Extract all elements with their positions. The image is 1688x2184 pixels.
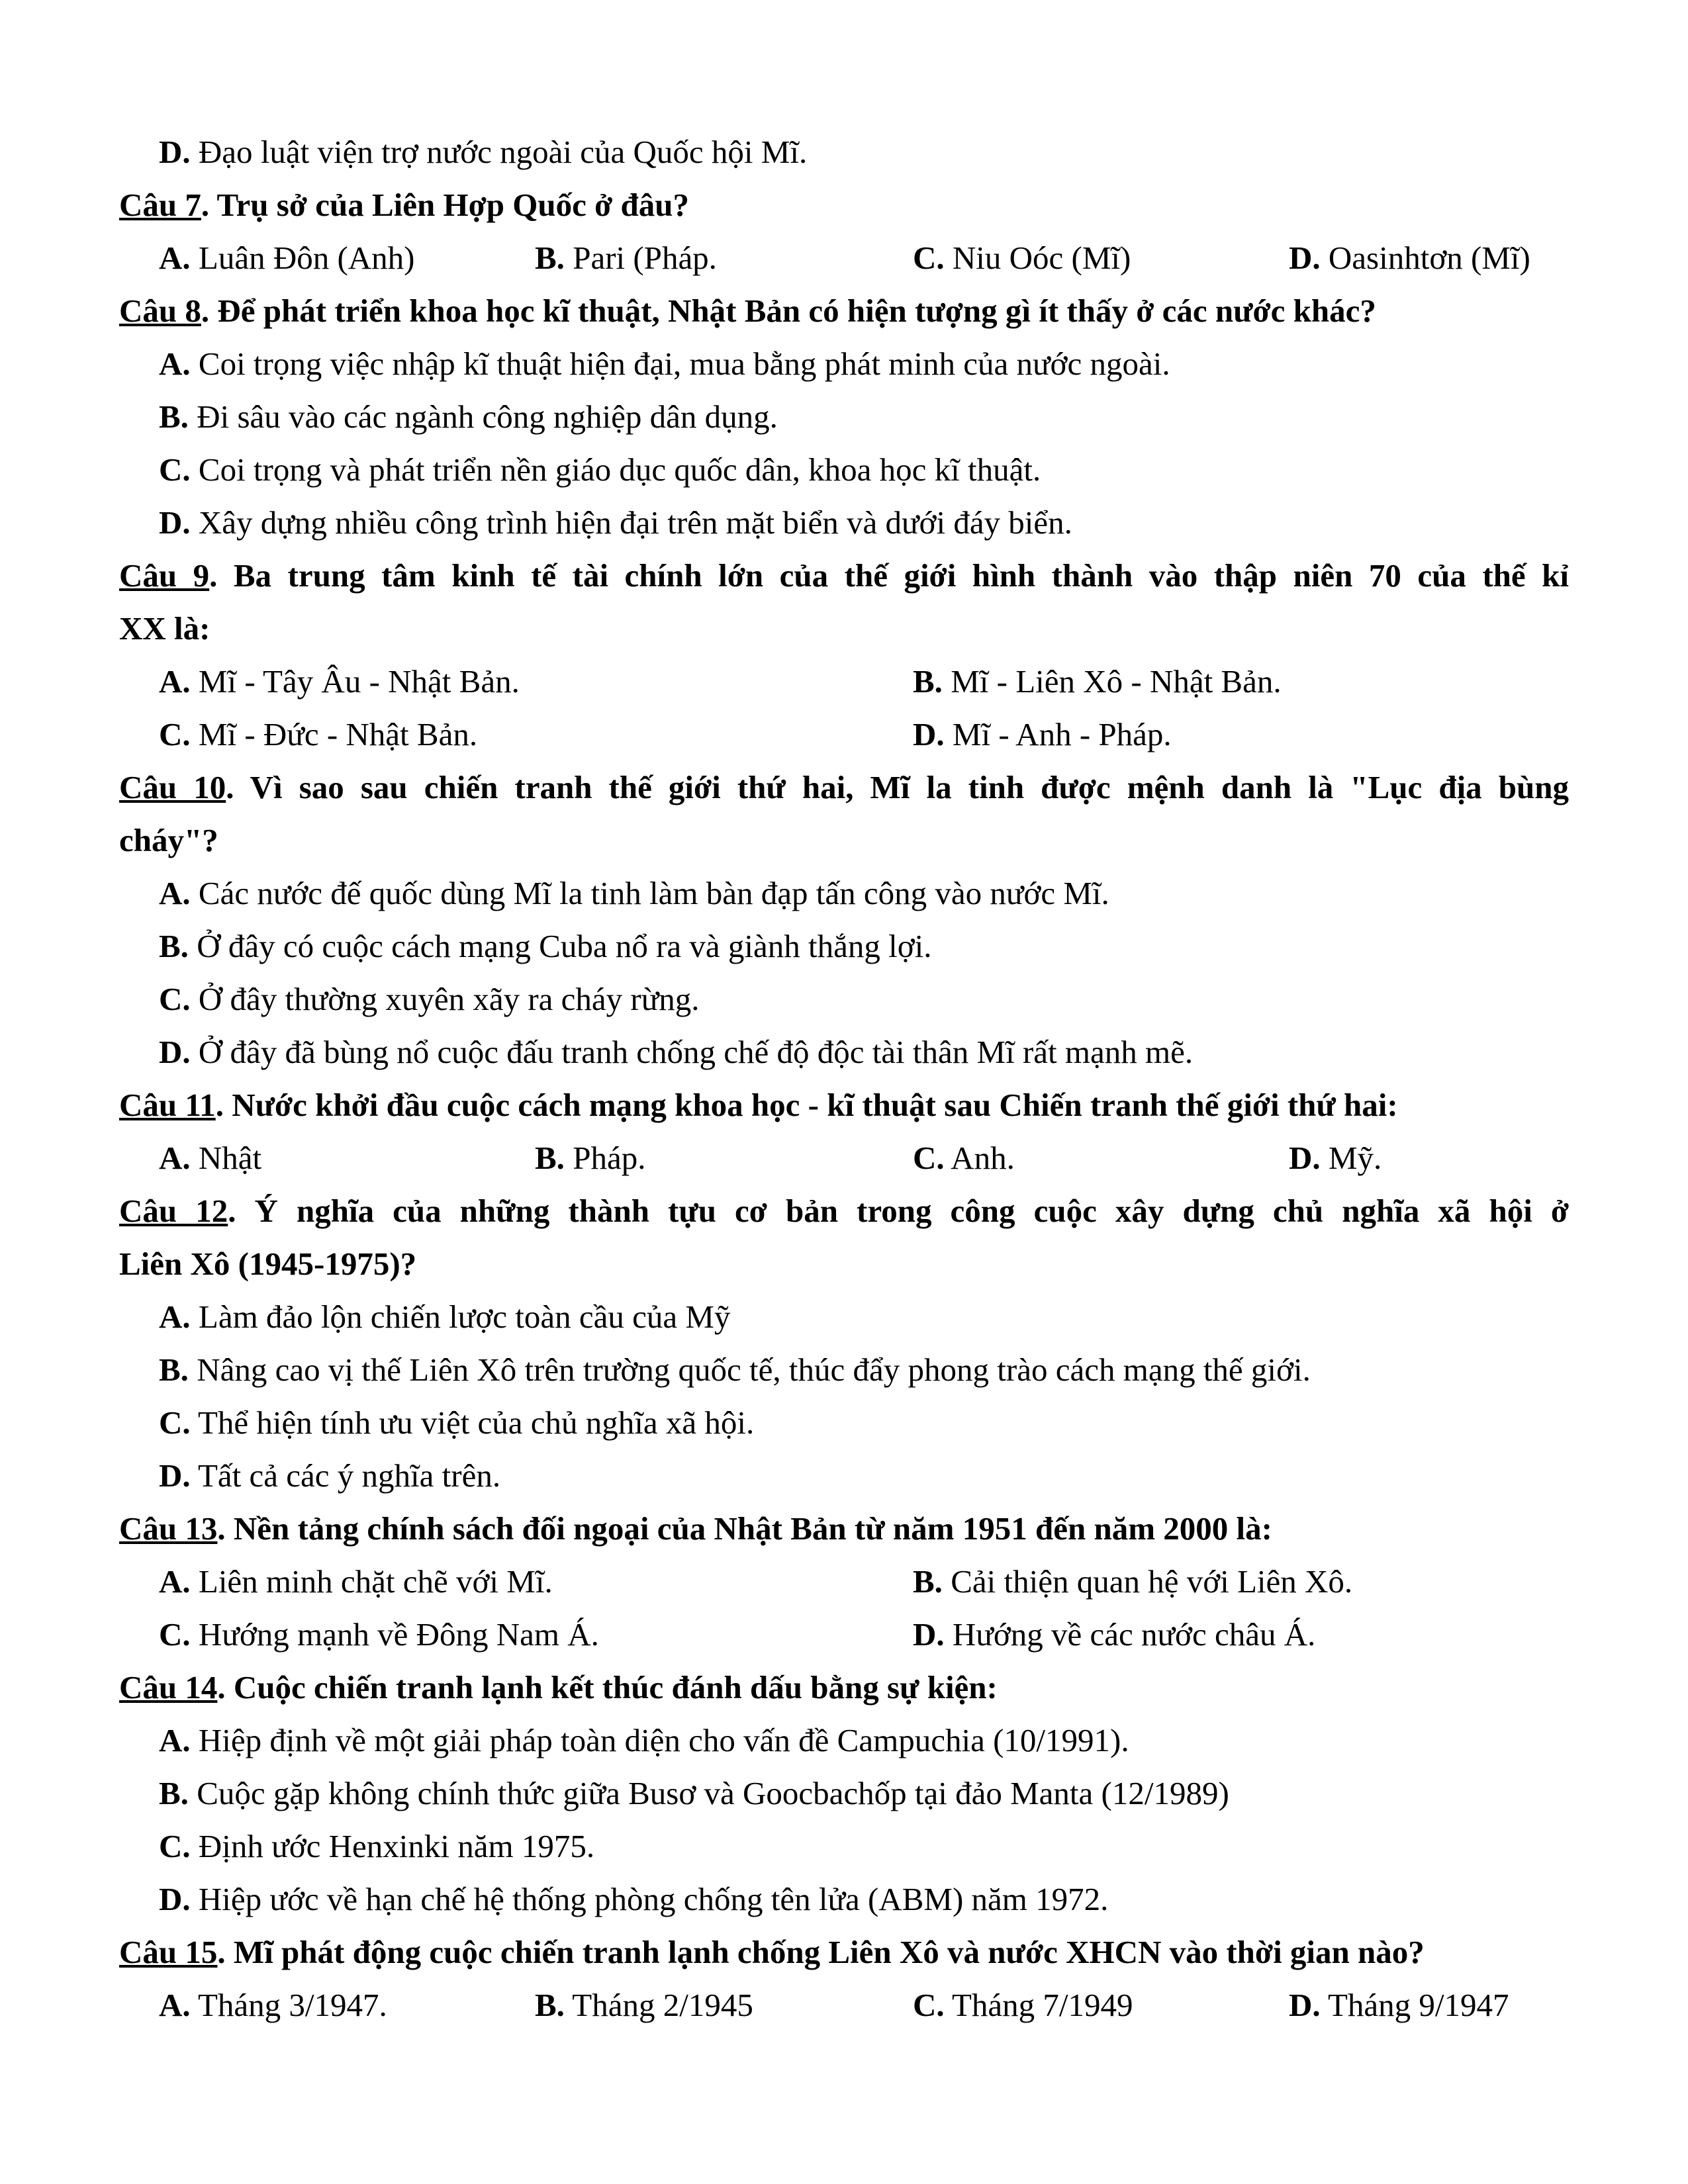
- options-row: [0, 1555, 1688, 1608]
- option-text: Hiệp ước về hạn chế hệ thống phòng chống tên lửa (ABM) năm 1972.: [190, 1881, 1109, 1917]
- options-row: [0, 708, 1688, 761]
- option-letter: B.: [535, 1140, 565, 1176]
- option-text: Hiệp định về một giải pháp toàn diện cho vấn đề Campuchia (10/1991).: [190, 1722, 1129, 1758]
- option-text: Đi sâu vào các ngành công nghiệp dân dụng.: [188, 398, 778, 435]
- option-text: Ở đây có cuộc cách mạng Cuba nổ ra và giành thắng lợi.: [188, 928, 932, 964]
- option-line: [0, 390, 1688, 443]
- option-letter: D.: [159, 504, 191, 541]
- option-a: [159, 655, 520, 708]
- options-row: [0, 232, 1688, 285]
- option-text: Cải thiện quan hệ với Liên Xô.: [942, 1563, 1353, 1600]
- option-letter: A.: [159, 345, 191, 382]
- question-8: [119, 285, 1688, 338]
- option-line: [0, 1343, 1688, 1396]
- option-line: [0, 973, 1688, 1026]
- option-line: [0, 1714, 1688, 1767]
- option-text: Tháng 9/1947: [1320, 1987, 1509, 2023]
- option-letter: D.: [159, 1034, 191, 1070]
- option-letter: A.: [159, 875, 191, 911]
- option-letter: D.: [159, 134, 191, 170]
- option-text: Làm đảo lộn chiến lược toàn cầu của Mỹ: [190, 1298, 731, 1335]
- option-line: [0, 1396, 1688, 1449]
- option-line: [0, 1026, 1688, 1079]
- option-letter: D.: [913, 716, 945, 752]
- option-letter: A.: [159, 1563, 191, 1600]
- question-text: . Nền tảng chính sách đối ngoại của Nhật Bản từ năm 1951 đến năm 2000 là:: [217, 1510, 1272, 1547]
- question-number: Câu 9: [119, 557, 210, 594]
- options-row: [0, 655, 1688, 708]
- option-letter: C.: [159, 451, 191, 488]
- option-text: Liên minh chặt chẽ với Mĩ.: [190, 1563, 553, 1600]
- option-letter: B.: [913, 1563, 943, 1600]
- option-line: [0, 1873, 1688, 1926]
- option-letter: B.: [913, 663, 943, 700]
- options-row: [0, 1132, 1688, 1185]
- option-text: Cuộc gặp không chính thức giữa Busơ và Goocbachốp tại đảo Manta (12/1989): [188, 1775, 1229, 1811]
- option-text: Mĩ - Liên Xô - Nhật Bản.: [942, 663, 1282, 700]
- option-letter: C.: [159, 1404, 191, 1441]
- option-c: [913, 232, 1131, 285]
- option-letter: B.: [535, 1987, 565, 2023]
- option-line: [0, 920, 1688, 973]
- option-c: [159, 1608, 599, 1661]
- question-continuation: cháy"?: [119, 822, 218, 858]
- question-15: [119, 1926, 1688, 1979]
- options-row: [0, 1979, 1688, 2032]
- option-line: [0, 1820, 1688, 1873]
- option-letter: C.: [159, 1616, 191, 1653]
- option-letter: A.: [159, 663, 191, 700]
- question-number: Câu 12: [119, 1193, 228, 1229]
- question-number: Câu 15: [119, 1934, 218, 1970]
- option-d: [1289, 1979, 1509, 2032]
- question-number: Câu 11: [119, 1087, 216, 1123]
- option-c: [159, 708, 477, 761]
- option-text: Đạo luật viện trợ nước ngoài của Quốc hội Mĩ.: [190, 134, 808, 170]
- option-text: Mĩ - Anh - Pháp.: [944, 716, 1172, 752]
- option-text: Tháng 7/1949: [944, 1987, 1133, 2023]
- option-line: [0, 1767, 1688, 1820]
- option-letter: C.: [159, 981, 191, 1017]
- option-a: [159, 1555, 553, 1608]
- option-text: Nhật: [190, 1140, 262, 1176]
- option-letter: D.: [1289, 240, 1321, 276]
- option-text: Niu Oóc (Mĩ): [944, 240, 1131, 276]
- question-11: [119, 1079, 1688, 1132]
- option-letter: D.: [159, 1457, 191, 1494]
- option-b: [913, 1555, 1352, 1608]
- option-text: Các nước đế quốc dùng Mĩ la tinh làm bàn đạp tấn công vào nước Mĩ.: [190, 875, 1109, 911]
- option-d: [913, 1608, 1315, 1661]
- option-text: Mỹ.: [1320, 1140, 1382, 1176]
- question-7: [119, 179, 1688, 232]
- option-text: Nâng cao vị thế Liên Xô trên trường quốc tế, thúc đẩy phong trào cách mạng thế giới.: [188, 1351, 1311, 1388]
- option-text: Hướng mạnh về Đông Nam Á.: [190, 1616, 599, 1653]
- question-12: [119, 1185, 1569, 1238]
- option-a: [159, 1979, 387, 2032]
- option-line: [0, 867, 1688, 920]
- question-text: . Vì sao sau chiến tranh thế giới thứ hai, Mĩ la tinh được mệnh danh là "Lục địa bùng: [226, 769, 1569, 805]
- question-text: . Mĩ phát động cuộc chiến tranh lạnh chống Liên Xô và nước XHCN vào thời gian nào?: [217, 1934, 1425, 1970]
- option-letter: B.: [159, 1775, 189, 1811]
- option-text: Tháng 2/1945: [564, 1987, 753, 2023]
- option-text: Mĩ - Tây Âu - Nhật Bản.: [190, 663, 520, 700]
- option-line: [0, 1291, 1688, 1343]
- option-text: Hướng về các nước châu Á.: [944, 1616, 1316, 1653]
- option-d: [1289, 232, 1530, 285]
- question-number: Câu 13: [119, 1510, 218, 1547]
- option-b: [535, 1979, 753, 2032]
- option-letter: D.: [1289, 1140, 1321, 1176]
- option-text: Pháp.: [564, 1140, 646, 1176]
- option-line: [0, 443, 1688, 496]
- option-text: Tháng 3/1947.: [190, 1987, 387, 2023]
- question-14: [119, 1661, 1688, 1714]
- question-number: Câu 7: [119, 187, 201, 223]
- option-d: [1289, 1132, 1382, 1185]
- option-letter: B.: [159, 1351, 189, 1388]
- option-letter: C.: [913, 1987, 945, 2023]
- question-continuation: Liên Xô (1945-1975)?: [119, 1246, 417, 1282]
- option-letter: A.: [159, 1987, 191, 2023]
- option-letter: A.: [159, 1298, 191, 1335]
- option-a: [159, 232, 414, 285]
- option-text: Mĩ - Đức - Nhật Bản.: [190, 716, 478, 752]
- option-letter: A.: [159, 1722, 191, 1758]
- question-text: . Nước khởi đầu cuộc cách mạng khoa học - kĩ thuật sau Chiến tranh thế giới thứ hai:: [215, 1087, 1398, 1123]
- option-a: [159, 1132, 261, 1185]
- option-letter: C.: [913, 1140, 945, 1176]
- option-text: Ở đây thường xuyên xãy ra cháy rừng.: [190, 981, 700, 1017]
- question-text: . Cuộc chiến tranh lạnh kết thúc đánh dấu bằng sự kiện:: [217, 1669, 998, 1706]
- question-text: . Để phát triển khoa học kĩ thuật, Nhật Bản có hiện tượng gì ít thấy ở các nước khác?: [201, 293, 1376, 329]
- question-10: [119, 761, 1569, 814]
- options-row: [0, 1608, 1688, 1661]
- option-b: [535, 1132, 645, 1185]
- option-text: Thể hiện tính ưu việt của chủ nghĩa xã hội.: [190, 1404, 755, 1441]
- option-letter: B.: [535, 240, 565, 276]
- option-letter: D.: [159, 1881, 191, 1917]
- question-text: . Trụ sở của Liên Hợp Quốc ở đâu?: [201, 187, 690, 223]
- question-text: . Ý nghĩa của những thành tựu cơ bản trong công cuộc xây dựng chủ nghĩa xã hội ở: [228, 1193, 1569, 1229]
- option-text: Luân Đôn (Anh): [190, 240, 415, 276]
- option-line: [0, 126, 1688, 179]
- option-letter: C.: [159, 1828, 191, 1864]
- option-letter: C.: [913, 240, 945, 276]
- option-letter: A.: [159, 240, 191, 276]
- question-continuation: XX là:: [119, 610, 211, 647]
- option-text: Coi trọng và phát triển nền giáo dục quốc dân, khoa học kĩ thuật.: [190, 451, 1041, 488]
- option-text: Ở đây đã bùng nổ cuộc đấu tranh chống chế độ độc tài thân Mĩ rất mạnh mẽ.: [190, 1034, 1194, 1070]
- question-13: [119, 1502, 1688, 1555]
- option-text: Coi trọng việc nhập kĩ thuật hiện đại, mua bằng phát minh của nước ngoài.: [190, 345, 1170, 382]
- question-number: Câu 8: [119, 293, 201, 329]
- option-letter: A.: [159, 1140, 191, 1176]
- option-b: [535, 232, 717, 285]
- option-text: Xây dựng nhiều công trình hiện đại trên mặt biển và dưới đáy biển.: [190, 504, 1072, 541]
- option-line: [0, 1449, 1688, 1502]
- question-9: [119, 549, 1569, 602]
- option-letter: C.: [159, 716, 191, 752]
- option-d: [913, 708, 1172, 761]
- option-text: Pari (Pháp.: [564, 240, 717, 276]
- option-letter: D.: [1289, 1987, 1321, 2023]
- option-line: [0, 496, 1688, 549]
- option-letter: D.: [913, 1616, 945, 1653]
- option-text: Định ước Henxinki năm 1975.: [190, 1828, 595, 1864]
- option-b: [913, 655, 1282, 708]
- option-c: [913, 1979, 1133, 2032]
- option-line: [0, 338, 1688, 390]
- option-letter: B.: [159, 398, 189, 435]
- question-text: . Ba trung tâm kinh tế tài chính lớn của thế giới hình thành vào thập niên 70 của thế kỉ: [209, 557, 1569, 594]
- option-text: Tất cả các ý nghĩa trên.: [190, 1457, 501, 1494]
- option-c: [913, 1132, 1015, 1185]
- option-text: Oasinhtơn (Mĩ): [1320, 240, 1530, 276]
- option-text: Anh.: [944, 1140, 1015, 1176]
- question-number: Câu 14: [119, 1669, 218, 1706]
- option-letter: B.: [159, 928, 189, 964]
- question-number: Câu 10: [119, 769, 226, 805]
